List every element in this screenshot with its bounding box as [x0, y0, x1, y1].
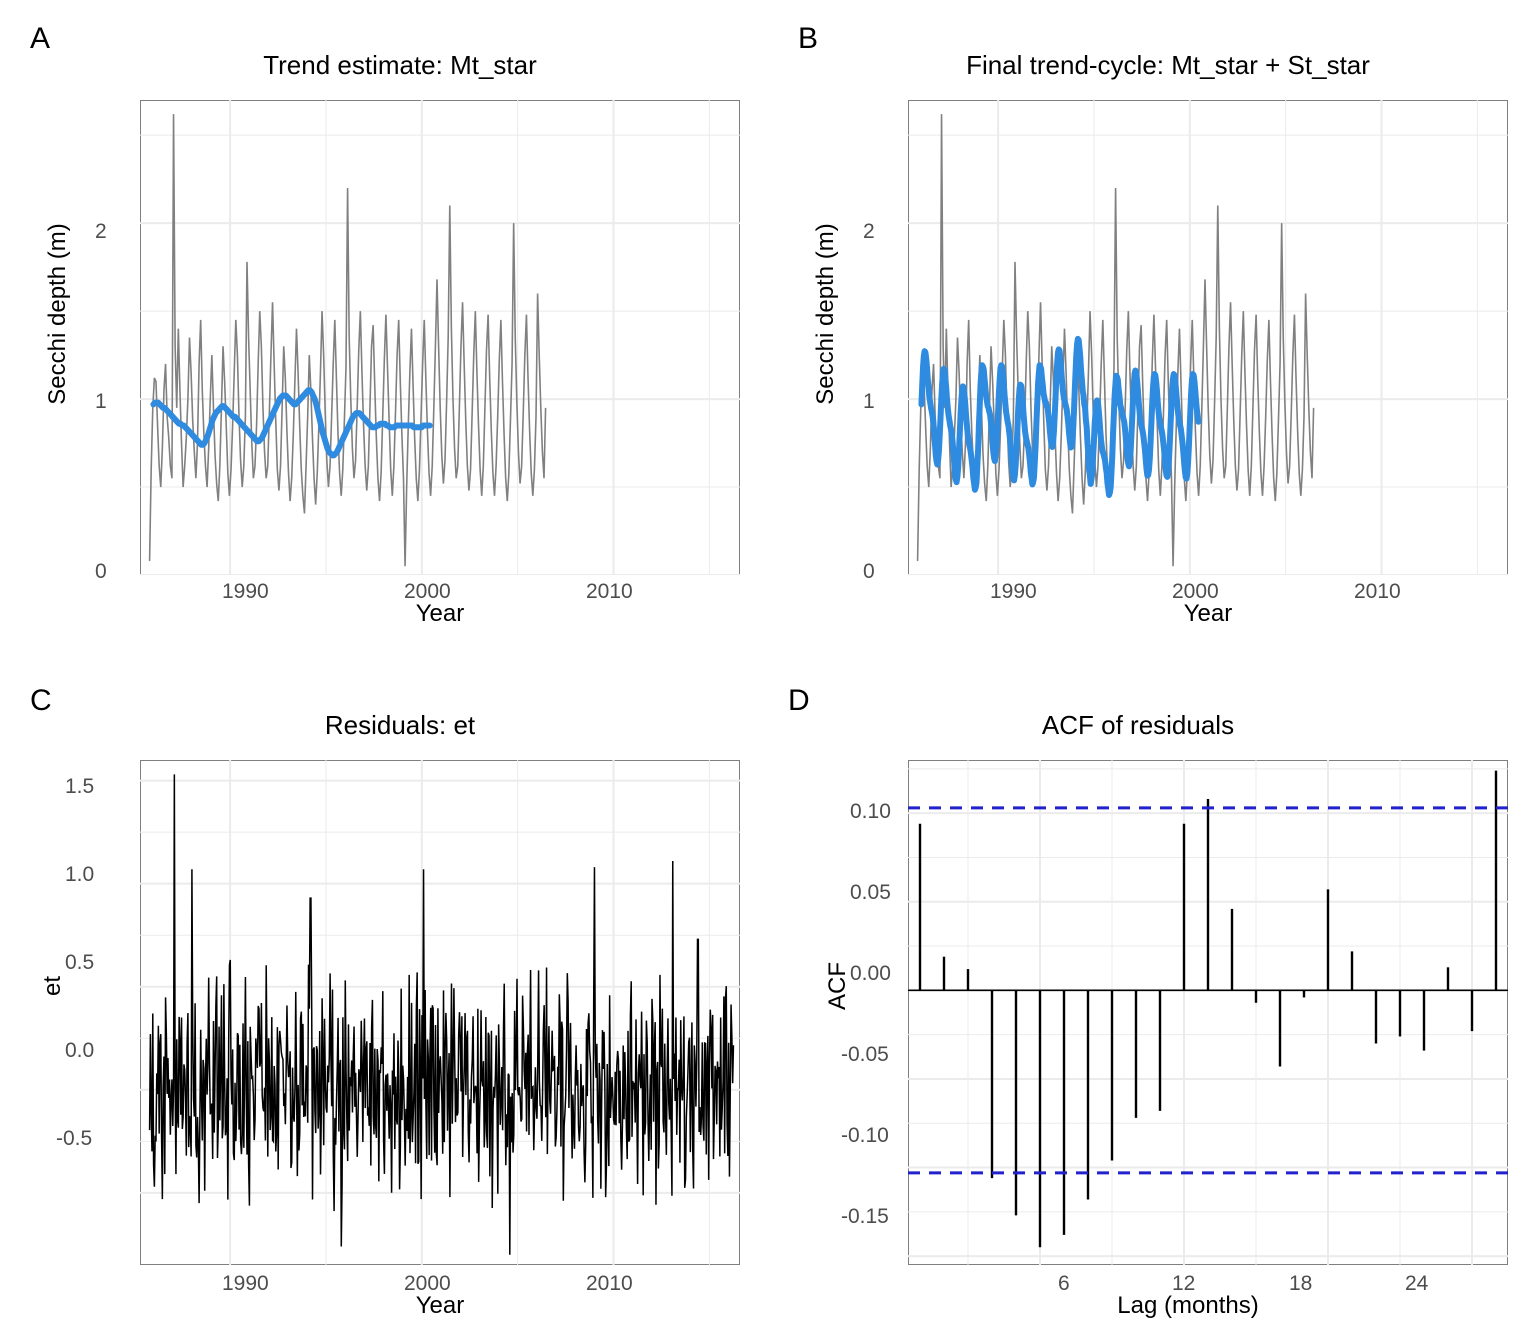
panel-b-plot-area — [908, 100, 1508, 575]
panel-a-letter: A — [30, 22, 51, 55]
panel-c-ytick-10: 1.0 — [65, 863, 95, 886]
panel-c-xtick-2000: 2000 — [404, 1272, 451, 1295]
panel-d-ytick-005: 0.05 — [850, 881, 891, 904]
panel-a-ytick-1: 1 — [95, 390, 107, 413]
panel-c-y-axis-title: et — [39, 976, 66, 997]
panel-a-ytick-2: 2 — [95, 220, 107, 243]
panel-a-xtick-1990: 1990 — [222, 580, 269, 603]
panel-d-ytick-m015: -0.15 — [841, 1205, 889, 1228]
panel-a-svg — [140, 100, 740, 575]
panel-c-letter: C — [30, 684, 52, 717]
panel-b-y-axis-title: Secchi depth (m) — [812, 223, 839, 405]
panel-c-xtick-2010: 2010 — [586, 1272, 633, 1295]
panel-a — [0, 0, 768, 672]
panel-d-ytick-010: 0.10 — [850, 800, 891, 823]
panel-d-ytick-000: 0.00 — [850, 962, 891, 985]
panel-c-xtick-1990: 1990 — [222, 1272, 269, 1295]
panel-b-xtick-2000: 2000 — [1172, 580, 1219, 603]
panel-a-ytick-0: 0 — [95, 560, 107, 583]
panel-d-plot-area — [908, 760, 1508, 1265]
panel-d-ytick-m005: -0.05 — [841, 1043, 889, 1066]
panel-c-ytick-15: 1.5 — [65, 775, 95, 798]
panel-d-xtick-18: 18 — [1289, 1272, 1313, 1295]
panel-d-ytick-m010: -0.10 — [841, 1124, 889, 1147]
panel-d-xtick-24: 24 — [1405, 1272, 1429, 1295]
panel-b — [768, 0, 1536, 672]
panel-c-ytick-00: 0.0 — [65, 1039, 95, 1062]
panel-c — [0, 672, 768, 1344]
panel-a-x-axis-title: Year — [415, 600, 465, 627]
panel-a-title: Trend estimate: Mt_star — [263, 50, 537, 80]
panel-b-letter: B — [798, 22, 819, 55]
panel-b-ytick-2: 2 — [863, 220, 875, 243]
panel-a-xtick-2010: 2010 — [586, 580, 633, 603]
panel-b-xtick-1990: 1990 — [990, 580, 1037, 603]
panel-d-y-axis-title: ACF — [824, 962, 851, 1010]
panel-c-x-axis-title: Year — [415, 1292, 465, 1319]
panel-c-ytick-05: 0.5 — [65, 951, 95, 974]
panel-b-svg — [908, 100, 1508, 575]
panel-c-ytick-m05: -0.5 — [56, 1127, 93, 1150]
panel-d-xtick-6: 6 — [1058, 1272, 1070, 1295]
panel-a-y-axis-title: Secchi depth (m) — [44, 223, 71, 405]
panel-c-title: Residuals: et — [324, 710, 476, 740]
panel-b-ytick-1: 1 — [863, 390, 875, 413]
panel-d-letter: D — [788, 684, 810, 717]
panel-c-svg — [140, 760, 740, 1265]
panel-b-x-axis-title: Year — [1183, 600, 1233, 627]
panel-c-plot-area — [140, 760, 740, 1265]
panel-a-plot-area — [140, 100, 740, 575]
panel-d-x-axis-title: Lag (months) — [1117, 1292, 1259, 1319]
panel-d-xtick-12: 12 — [1172, 1272, 1196, 1295]
panel-a-xtick-2000: 2000 — [404, 580, 451, 603]
panel-b-title: Final trend-cycle: Mt_star + St_star — [966, 50, 1370, 80]
panel-d — [768, 672, 1536, 1344]
panel-d-title: ACF of residuals — [1041, 710, 1235, 740]
panel-b-ytick-0: 0 — [863, 560, 875, 583]
panel-d-svg — [908, 760, 1508, 1265]
panel-b-xtick-2010: 2010 — [1354, 580, 1401, 603]
